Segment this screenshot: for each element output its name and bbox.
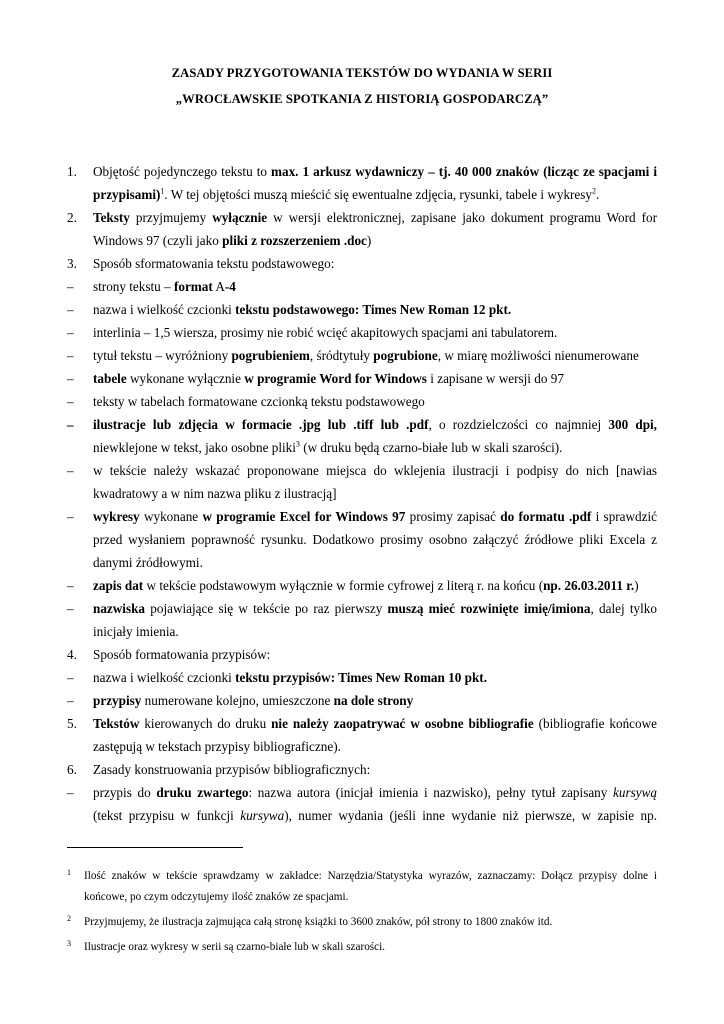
bold-text: max. 1 arkusz wydawniczy – tj. 40 000 znaków (licząc ze spacjami i przypisami): [93, 164, 657, 202]
guidelines-list: [67, 160, 657, 827]
list-item: [67, 298, 657, 321]
bold-text: 300 dpi,: [608, 417, 657, 432]
italic-text: kursywa: [240, 808, 285, 823]
list-item: [67, 666, 657, 689]
text: w tekście podstawowym wyłącznie w formie cyfrowej z literą r. na końcu (: [143, 578, 544, 593]
footnote-number: 1: [67, 868, 71, 877]
text: wykonane: [139, 509, 203, 524]
bold-text: Teksty: [93, 210, 130, 225]
list-item: [67, 758, 657, 781]
list-item: [67, 574, 657, 597]
text: w tekście należy wskazać proponowane miejsca do wklejenia ilustracji i podpisy do nich [nawias kwadratowy a w nim nazwa pliku z ilustracją]: [93, 463, 657, 501]
italic-text: kursywą: [613, 785, 657, 800]
footnote-text: Przyjmujemy, że ilustracja zajmująca całą stronę książki to 3600 znaków, pół strony to 1800 znaków itd.: [84, 916, 553, 928]
list-marker: –: [67, 601, 74, 616]
document-title-line-1: ZASADY PRZYGOTOWANIA TEKSTÓW DO WYDANIA W SERII: [171, 66, 553, 80]
bold-text: nazwiska: [93, 601, 146, 616]
text: Zasady konstruowania przypisów bibliograficznych:: [93, 762, 371, 777]
bold-text: wyłącznie: [212, 210, 268, 225]
list-marker: –: [67, 785, 74, 800]
list-item: [67, 689, 657, 712]
text: ): [366, 233, 372, 248]
list-marker: –: [67, 394, 74, 409]
list-marker: –: [67, 578, 74, 593]
footnote: [67, 912, 657, 933]
bold-text: zapis dat: [93, 578, 144, 593]
footnote: [67, 866, 657, 908]
document-title-line-2: „WROCŁAWSKIE SPOTKANIA Z HISTORIĄ GOSPODARCZĄ”: [175, 92, 549, 106]
bold-text: np. 26.03.2011 r.: [543, 578, 635, 593]
text: , w miarę możliwości nienumerowane: [437, 348, 639, 363]
text: (bibliografie końcowe zastępują w tekstach przypisy bibliograficzne).: [93, 716, 658, 754]
text: interlinia – 1,5 wiersza, prosimy nie robić wcięć akapitowych spacjami ani tabulatorem.: [93, 325, 558, 340]
text: pojawiające się w tekście po raz pierwszy: [145, 601, 388, 616]
list-item: [67, 344, 657, 367]
bold-text: pogrubieniem: [231, 348, 310, 363]
text: Sposób formatowania przypisów:: [93, 647, 271, 662]
text: tytuł tekstu – wyróżniony: [93, 348, 232, 363]
text: Objętość pojedynczego tekstu to: [93, 164, 271, 179]
bold-text: nie należy zaopatrywać w osobne bibliografie: [271, 716, 534, 731]
bold-text: przypisy: [93, 693, 142, 708]
list-marker: 1.: [67, 164, 77, 179]
bold-text: tekstu podstawowego: Times New Roman 12 pkt.: [235, 302, 512, 317]
list-marker: 3.: [67, 256, 77, 271]
text: ), numer wydania (jeśli inne wydanie niż pierwsze, w zapisie np.: [284, 808, 657, 823]
footnotes: [67, 866, 657, 962]
list-item: [67, 712, 657, 758]
list-item: [67, 321, 657, 344]
bold-text: tekstu przypisów: Times New Roman 10 pkt.: [235, 670, 487, 685]
list-marker: –: [67, 371, 74, 386]
footnote-number: 3: [67, 939, 71, 948]
list-marker: –: [67, 279, 74, 294]
list-item: [67, 643, 657, 666]
list-item: [67, 781, 657, 827]
text: numerowane kolejno, umieszczone: [141, 693, 334, 708]
footnote-separator: [67, 847, 243, 848]
list-marker: –: [67, 509, 74, 524]
bold-text: wykresy: [93, 509, 140, 524]
bold-text: w programie Excel for Windows 97: [202, 509, 406, 524]
bold-text: muszą mieć rozwinięte imię/imiona: [387, 601, 591, 616]
list-item: [67, 275, 657, 298]
footnote-reference: 3: [295, 439, 300, 449]
footnote-reference: 1: [160, 186, 165, 196]
text: prosimy zapisać: [405, 509, 501, 524]
text: wykonane wyłącznie: [126, 371, 245, 386]
text: nazwa i wielkość czcionki: [93, 670, 236, 685]
text: , dalej tylko inicjały imienia.: [93, 601, 657, 639]
bold-text: druku zwartego: [156, 785, 249, 800]
text: w wersji elektronicznej, zapisane jako dokument programu Word for Windows 97 (czyli jako: [93, 210, 657, 248]
footnote-text: Ilustracje oraz wykresy w serii są czarno-białe lub w skali szarości.: [84, 941, 386, 953]
list-marker: –: [67, 417, 74, 432]
bold-text: pliki z rozszerzeniem .doc: [222, 233, 367, 248]
text: teksty w tabelach formatowane czcionką tekstu podstawowego: [93, 394, 425, 409]
list-marker: 2.: [67, 210, 77, 225]
text: i zapisane w wersji do 97: [426, 371, 564, 386]
bold-text: -4: [224, 279, 236, 294]
list-item: [67, 367, 657, 390]
list-item: [67, 597, 657, 643]
footnote-reference: 2: [592, 186, 597, 196]
list-item: [67, 206, 657, 252]
text: , o rozdzielczości co najmniej: [428, 417, 609, 432]
list-item: [67, 505, 657, 574]
list-marker: –: [67, 348, 74, 363]
list-marker: 6.: [67, 762, 77, 777]
bold-text: tabele: [93, 371, 127, 386]
list-marker: –: [67, 302, 74, 317]
text: nazwa i wielkość czcionki: [93, 302, 236, 317]
text: strony tekstu –: [93, 279, 174, 294]
bold-text: pogrubione: [373, 348, 438, 363]
text: : nazwa autora (inicjał imienia i nazwisko), pełny tytuł zapisany: [248, 785, 614, 800]
text: przypis do: [93, 785, 157, 800]
text: . W tej objętości muszą mieścić się ewentualne zdjęcia, rysunki, tabele i wykresy: [164, 187, 593, 202]
text: (tekst przypisu w funkcji: [93, 808, 241, 823]
bold-text: Tekstów: [93, 716, 140, 731]
list-item: [67, 252, 657, 275]
list-marker: –: [67, 670, 74, 685]
footnote-text: Ilość znaków w tekście sprawdzamy w zakładce: Narzędzia/Statystyka wyrazów, zaznaczamy: Dołącz przypisy dolne i końcowe, po czym odczytujemy ilość znaków ze spacjami.: [84, 870, 657, 903]
list-item: [67, 160, 657, 206]
bold-text: na dole strony: [333, 693, 414, 708]
text: ): [634, 578, 639, 593]
text: Sposób sformatowania tekstu podstawowego:: [93, 256, 335, 271]
list-marker: 4.: [67, 647, 77, 662]
list-item: [67, 413, 657, 459]
list-item: [67, 459, 657, 505]
list-marker: –: [67, 693, 74, 708]
bold-text: w programie Word for Windows: [244, 371, 427, 386]
footnote: [67, 937, 657, 958]
text: , śródtytuły: [309, 348, 374, 363]
text: niewklejone w tekst, jako osobne pliki: [93, 440, 296, 455]
text: .: [596, 187, 600, 202]
list-item: [67, 390, 657, 413]
text: (w druku będą czarno-białe lub w skali szarości).: [299, 440, 563, 455]
list-marker: 5.: [67, 716, 77, 731]
bold-text: format: [173, 279, 213, 294]
list-marker: –: [67, 463, 74, 478]
text: i sprawdzić przed wysłaniem poprawność rysunku. Dodatkowo prosimy osobno załączyć źródłowe pliki Excela z danymi źródłowymi.: [93, 509, 658, 570]
list-marker: –: [67, 325, 74, 340]
bold-text: ilustracje lub zdjęcia w formacie .jpg lub .tiff lub .pdf: [93, 417, 429, 432]
text: A: [212, 279, 225, 294]
text: przyjmujemy: [129, 210, 213, 225]
bold-text: do formatu .pdf: [500, 509, 592, 524]
footnote-number: 2: [67, 914, 71, 923]
text: kierowanych do druku: [139, 716, 272, 731]
